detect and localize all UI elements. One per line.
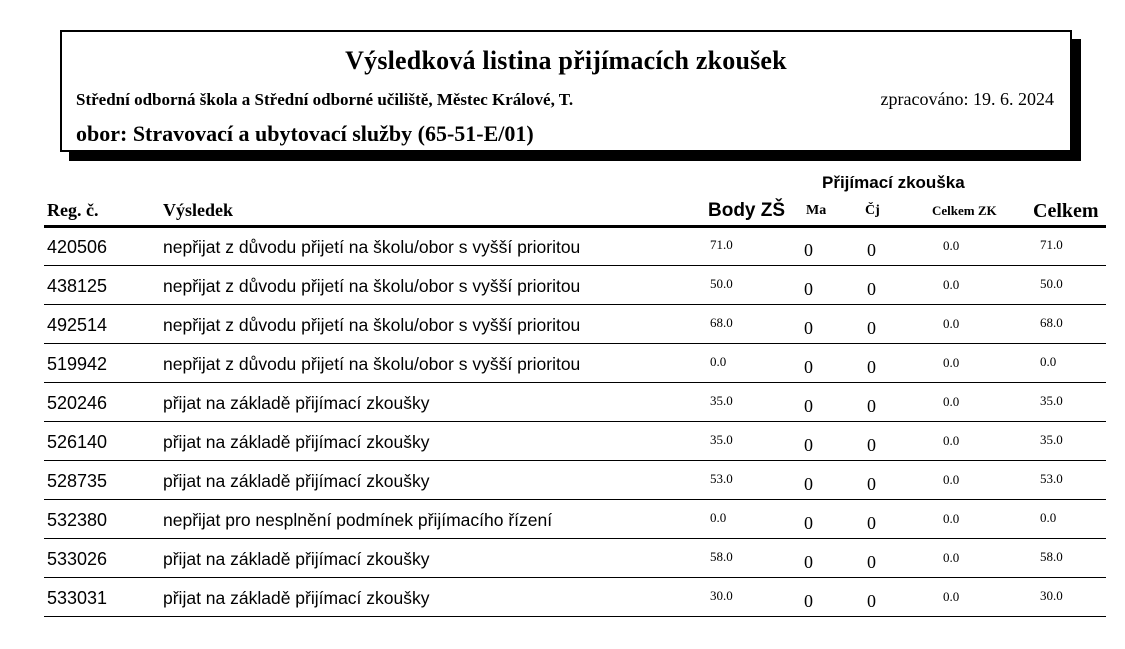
result-text: přijat na základě přijímací zkoušky bbox=[163, 471, 430, 491]
celkem-zk-value: 0.0 bbox=[943, 511, 960, 526]
reg-number: 438125 bbox=[47, 276, 108, 296]
header-box bbox=[60, 30, 1072, 152]
result-text: přijat na základě přijímací zkoušky bbox=[163, 432, 430, 452]
body-zs-value: 58.0 bbox=[710, 549, 733, 564]
reg-number: 492514 bbox=[47, 315, 108, 335]
table-row bbox=[44, 423, 1106, 461]
ma-score: 0 bbox=[804, 591, 813, 611]
celkem-value: 0.0 bbox=[1040, 510, 1057, 525]
cj-score: 0 bbox=[867, 474, 876, 494]
school-name: Střední odborná škola a Střední odborné učiliště, Městec Králové, T. bbox=[76, 90, 574, 109]
result-text: nepřijat z důvodu přijetí na školu/obor s vyšší prioritou bbox=[163, 237, 581, 257]
celkem-zk-value: 0.0 bbox=[943, 472, 960, 487]
ma-score: 0 bbox=[804, 474, 813, 494]
celkem-value: 68.0 bbox=[1040, 315, 1063, 330]
celkem-value: 30.0 bbox=[1040, 588, 1063, 603]
reg-number: 420506 bbox=[47, 237, 108, 257]
celkem-zk-value: 0.0 bbox=[943, 316, 960, 331]
cj-score: 0 bbox=[867, 357, 876, 377]
table-row bbox=[44, 501, 1106, 539]
column-header-result: Výsledek bbox=[163, 200, 234, 220]
cj-score: 0 bbox=[867, 513, 876, 533]
result-text: nepřijat z důvodu přijetí na školu/obor s vyšší prioritou bbox=[163, 276, 581, 296]
celkem-value: 53.0 bbox=[1040, 471, 1063, 486]
column-header-body-zs: Body ZŠ bbox=[708, 200, 786, 221]
reg-number: 533026 bbox=[47, 549, 108, 569]
celkem-zk-value: 0.0 bbox=[943, 238, 960, 253]
column-header-reg: Reg. č. bbox=[47, 200, 99, 220]
table-row bbox=[44, 345, 1106, 383]
celkem-value: 35.0 bbox=[1040, 393, 1063, 408]
celkem-value: 50.0 bbox=[1040, 276, 1063, 291]
cj-score: 0 bbox=[867, 552, 876, 572]
result-text: přijat na základě přijímací zkoušky bbox=[163, 588, 430, 608]
ma-score: 0 bbox=[804, 240, 813, 260]
ma-score: 0 bbox=[804, 435, 813, 455]
celkem-value: 71.0 bbox=[1040, 237, 1063, 252]
body-zs-value: 50.0 bbox=[710, 276, 733, 291]
celkem-zk-value: 0.0 bbox=[943, 433, 960, 448]
table-row bbox=[44, 540, 1106, 578]
field-of-study: obor: Stravovací a ubytovací služby (65-51-E/01) bbox=[76, 121, 534, 146]
cj-score: 0 bbox=[867, 240, 876, 260]
ma-score: 0 bbox=[804, 279, 813, 299]
body-zs-value: 0.0 bbox=[710, 354, 727, 369]
celkem-value: 35.0 bbox=[1040, 432, 1063, 447]
cj-score: 0 bbox=[867, 318, 876, 338]
table-row bbox=[44, 384, 1106, 422]
celkem-zk-value: 0.0 bbox=[943, 589, 960, 604]
entrance-exam-group-header: Přijímací zkouška bbox=[822, 173, 965, 192]
column-header-ma: Ma bbox=[806, 203, 827, 218]
body-zs-value: 0.0 bbox=[710, 510, 727, 525]
result-text: přijat na základě přijímací zkoušky bbox=[163, 393, 430, 413]
cj-score: 0 bbox=[867, 591, 876, 611]
table-row bbox=[44, 306, 1106, 344]
page-title: Výsledková listina přijímacích zkoušek bbox=[345, 46, 787, 75]
ma-score: 0 bbox=[804, 396, 813, 416]
column-header-celkem: Celkem bbox=[1033, 200, 1099, 222]
ma-score: 0 bbox=[804, 318, 813, 338]
reg-number: 532380 bbox=[47, 510, 108, 530]
result-text: nepřijat z důvodu přijetí na školu/obor s vyšší prioritou bbox=[163, 315, 581, 335]
reg-number: 533031 bbox=[47, 588, 108, 608]
reg-number: 528735 bbox=[47, 471, 108, 491]
celkem-zk-value: 0.0 bbox=[943, 394, 960, 409]
ma-score: 0 bbox=[804, 357, 813, 377]
table-row bbox=[44, 267, 1106, 305]
table-row bbox=[44, 579, 1106, 617]
body-zs-value: 35.0 bbox=[710, 393, 733, 408]
ma-score: 0 bbox=[804, 513, 813, 533]
celkem-zk-value: 0.0 bbox=[943, 550, 960, 565]
result-text: nepřijat pro nesplnění podmínek přijímacího řízení bbox=[163, 510, 553, 530]
reg-number: 526140 bbox=[47, 432, 108, 452]
ma-score: 0 bbox=[804, 552, 813, 572]
result-text: přijat na základě přijímací zkoušky bbox=[163, 549, 430, 569]
reg-number: 520246 bbox=[47, 393, 108, 413]
celkem-value: 0.0 bbox=[1040, 354, 1057, 369]
table-row bbox=[44, 462, 1106, 500]
processed-date: zpracováno: 19. 6. 2024 bbox=[880, 89, 1054, 109]
result-text: nepřijat z důvodu přijetí na školu/obor s vyšší prioritou bbox=[163, 354, 581, 374]
cj-score: 0 bbox=[867, 279, 876, 299]
body-zs-value: 71.0 bbox=[710, 237, 733, 252]
celkem-zk-value: 0.0 bbox=[943, 355, 960, 370]
reg-number: 519942 bbox=[47, 354, 108, 374]
celkem-zk-value: 0.0 bbox=[943, 277, 960, 292]
results-table bbox=[44, 228, 1106, 618]
body-zs-value: 53.0 bbox=[710, 471, 733, 486]
celkem-value: 58.0 bbox=[1040, 549, 1063, 564]
column-header-cj: Čj bbox=[865, 203, 880, 218]
column-header-celkem-zk: Celkem ZK bbox=[932, 203, 997, 218]
body-zs-value: 35.0 bbox=[710, 432, 733, 447]
table-row bbox=[44, 228, 1106, 266]
body-zs-value: 30.0 bbox=[710, 588, 733, 603]
body-zs-value: 68.0 bbox=[710, 315, 733, 330]
cj-score: 0 bbox=[867, 435, 876, 455]
cj-score: 0 bbox=[867, 396, 876, 416]
